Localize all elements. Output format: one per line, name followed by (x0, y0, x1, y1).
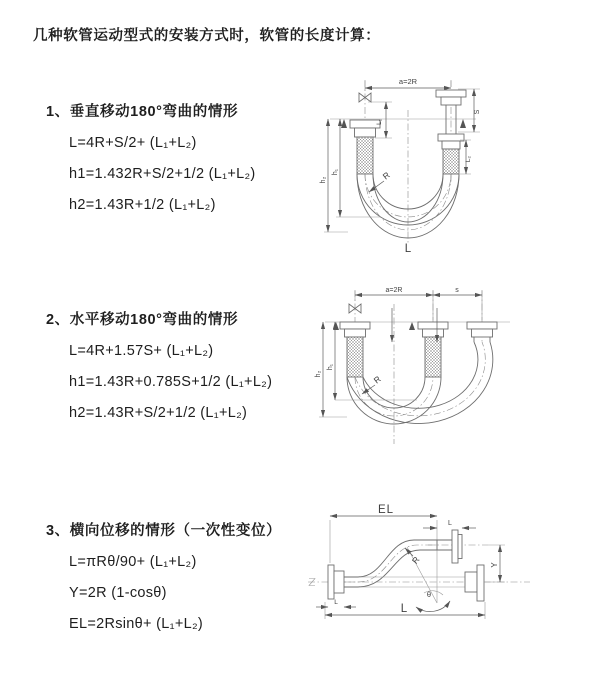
diagram-lateral-offset (300, 503, 600, 648)
section-3-formula-Y: Y=2R (1-cosθ) (69, 585, 167, 601)
section-3-formula-L: L=πRθ/90+ (L₁+L₂) (69, 554, 197, 570)
section-2-formula-h2: h2=1.43R+S/2+1/2 (L₁+L₂) (69, 405, 248, 421)
dim-label-EL: EL (377, 504, 395, 516)
page-title: 几种软管运动型式的安装方式时，软管的长度计算： (33, 28, 381, 44)
middle-pipe-assembly (418, 322, 448, 377)
left-flange-assembly (328, 565, 344, 599)
dim-label-L: L (404, 243, 412, 255)
left-pipe-assembly (340, 322, 370, 377)
section-3-formula-EL: EL=2Rsinθ+ (L₁+L₂) (69, 616, 204, 632)
upper-flange-assembly (437, 530, 462, 563)
top-dimension-a2r-s (355, 287, 482, 320)
left-fitting-dimension-L (316, 599, 356, 607)
section-horizontal-180 (46, 308, 272, 435)
dim-label-R: R (380, 169, 392, 182)
dim-label-a2r: a=2R (398, 77, 418, 86)
hose-s-curve (344, 540, 437, 587)
dim-label-h2: h₂ (320, 176, 327, 184)
dim-label-h1: h₁ (332, 168, 339, 176)
section-2-formula-h1: h1=1.43R+0.785S+1/2 (L₁+L₂) (69, 374, 273, 390)
section-1-formula-h1: h1=1.432R+S/2+1/2 (L₁+L₂) (69, 166, 256, 182)
dim-label-L1: L₁ (376, 119, 383, 125)
section-2-heading: 2、水平移动180°弯曲的情形 (46, 312, 239, 328)
displaced-pipe-assembly (467, 322, 497, 342)
diagram-horizontal-180 (305, 282, 600, 462)
diagram-vertical-180 (308, 72, 588, 257)
section-vertical-180 (46, 100, 256, 227)
dim-label-h1: h₁ (327, 363, 334, 371)
dim-label-Y: Y (490, 562, 499, 568)
bottom-length-dimension (325, 602, 485, 619)
hose-u-bend-position2 (347, 342, 493, 424)
section-1-heading: 1、垂直移动180°弯曲的情形 (46, 104, 239, 120)
el-dimension (330, 504, 437, 563)
section-1-formula-L: L=4R+S/2+ (L₁+L₂) (69, 135, 197, 151)
dim-label-s: s (455, 287, 459, 294)
upper-fitting-dimension-L (423, 520, 476, 528)
section-1-formula-h2: h2=1.43R+1/2 (L₁+L₂) (69, 197, 216, 213)
dim-label-R: R (409, 554, 422, 566)
section-2-formula-L: L=4R+1.57S+ (L₁+L₂) (69, 343, 214, 359)
top-dimension-a2r (365, 77, 451, 91)
section-lateral-displacement (46, 519, 281, 646)
section-3-heading: 3、横向位移的情形（一次性变位） (46, 523, 282, 539)
left-pipe-assembly (350, 120, 380, 174)
dim-label-h2: h₂ (315, 370, 322, 378)
height-dimensions (315, 322, 417, 417)
dim-label-L2: L₂ (465, 155, 472, 163)
dim-label-L: L (400, 603, 408, 615)
dim-label-L-left: L (334, 599, 338, 606)
dim-label-theta: θ (426, 590, 432, 599)
dim-label-L-top: L (448, 520, 452, 527)
original-straight-position (360, 565, 484, 601)
dim-label-R: R (371, 373, 383, 386)
dim-label-S: S (474, 109, 481, 115)
fitting-dimension-L2 (460, 140, 472, 174)
y-dimension (485, 545, 505, 582)
dim-label-a2r: a=2R (385, 287, 403, 294)
